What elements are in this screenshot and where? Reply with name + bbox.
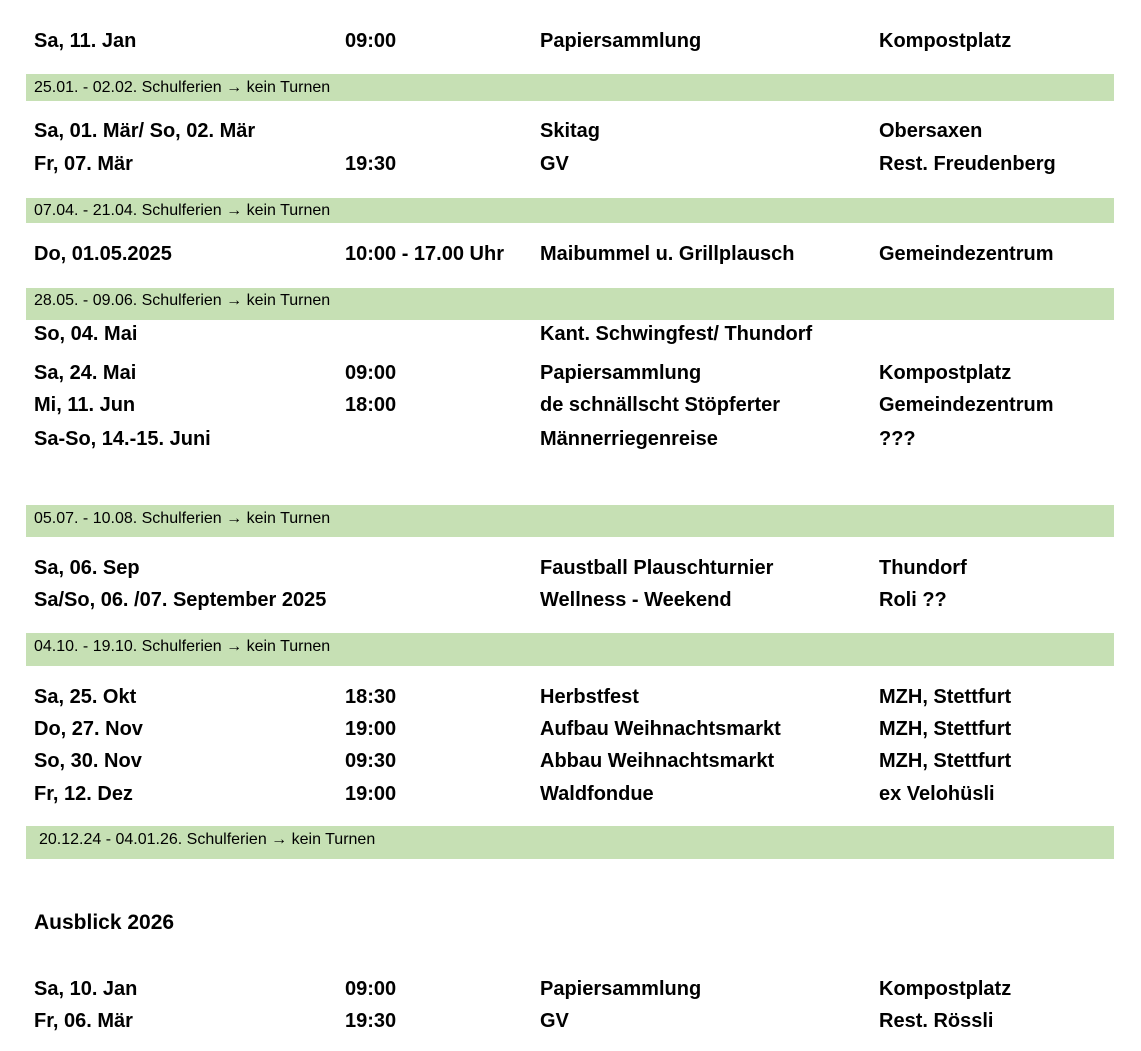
outlook-heading: Ausblick 2026 [34,911,175,934]
holiday-band: 28.05. - 09.06. Schulferien → kein Turnen [26,288,1114,320]
event-location: Obersaxen [879,120,983,142]
event-row [34,746,1114,776]
event-title: Skitag [540,120,601,142]
event-title: GV [540,1010,569,1032]
event-date: Fr, 12. Dez [34,783,133,805]
event-row [34,390,1114,420]
event-title: Wellness - Weekend [540,589,732,611]
event-date: Sa, 10. Jan [34,978,138,1000]
event-time: 18:30 [345,686,397,708]
event-row [34,974,1114,1004]
event-title: GV [540,153,569,175]
event-title: Kant. Schwingfest/ Thundorf [540,323,813,345]
event-row [34,358,1114,388]
event-title: Aufbau Weihnachtsmarkt [540,718,781,740]
event-location: Rest. Rössli [879,1010,994,1032]
event-location: Gemeindezentrum [879,394,1054,416]
event-date: Sa, 01. Mär/ So, 02. Mär [34,120,256,142]
event-time: 09:00 [345,362,397,384]
event-title: Papiersammlung [540,30,702,52]
event-location: MZH, Stettfurt [879,686,1012,708]
holiday-band: 05.07. - 10.08. Schulferien → kein Turnen [26,505,1114,537]
event-date: Do, 01.05.2025 [34,243,172,265]
event-location: Kompostplatz [879,30,1012,52]
event-date: Sa, 11. Jan [34,30,137,52]
event-title: Abbau Weihnachtsmarkt [540,750,775,772]
event-row [34,779,1114,809]
event-location: Kompostplatz [879,362,1012,384]
event-title: de schnällscht Stöpferter [540,394,781,416]
event-title: Herbstfest [540,686,639,708]
event-title: Papiersammlung [540,362,702,384]
event-location: Rest. Freudenberg [879,153,1056,175]
event-location: Roli ?? [879,589,947,611]
event-row [34,424,1114,454]
event-row [34,116,1114,146]
event-date: So, 04. Mai [34,323,138,345]
event-title: Männerriegenreise [540,428,718,450]
holiday-band: 20.12.24 - 04.01.26. Schulferien → kein Turnen [26,826,1114,859]
event-row [34,239,1114,269]
event-row [34,1006,1114,1036]
event-location: MZH, Stettfurt [879,750,1012,772]
event-row [34,319,1114,349]
event-row [34,26,1114,56]
event-date: Fr, 06. Mär [34,1010,133,1032]
event-date: Sa, 25. Okt [34,686,137,708]
event-date: Do, 27. Nov [34,718,143,740]
event-row [34,585,1114,615]
event-date: So, 30. Nov [34,750,142,772]
event-time: 09:30 [345,750,397,772]
event-time: 19:00 [345,783,397,805]
event-location: ??? [879,428,916,450]
event-time: 09:00 [345,30,397,52]
event-time: 19:30 [345,1010,397,1032]
holiday-band: 07.04. - 21.04. Schulferien → kein Turnen [26,198,1114,223]
holiday-band: 25.01. - 02.02. Schulferien → kein Turnen [26,74,1114,101]
event-date: Mi, 11. Jun [34,394,136,416]
event-time: 18:00 [345,394,397,416]
event-date: Sa, 24. Mai [34,362,137,384]
event-date: Fr, 07. Mär [34,153,133,175]
event-time: 10:00 - 17.00 Uhr [345,243,504,265]
event-row [34,714,1114,744]
event-location: MZH, Stettfurt [879,718,1012,740]
event-location: Thundorf [879,557,967,579]
event-title: Waldfondue [540,783,654,805]
event-location: Kompostplatz [879,978,1012,1000]
event-time: 19:00 [345,718,397,740]
event-location: Gemeindezentrum [879,243,1054,265]
event-row [34,149,1114,179]
event-row [34,553,1114,583]
event-title: Maibummel u. Grillplausch [540,243,795,265]
holiday-band: 04.10. - 19.10. Schulferien → kein Turnen [26,633,1114,666]
event-date: Sa-So, 14.-15. Juni [34,428,211,450]
event-date: Sa, 06. Sep [34,557,140,579]
event-time: 09:00 [345,978,397,1000]
event-row [34,682,1114,712]
event-date: Sa/So, 06. /07. September 2025 [34,589,327,611]
event-time: 19:30 [345,153,397,175]
event-title: Faustball Plauschturnier [540,557,774,579]
event-location: ex Velohüsli [879,783,995,805]
event-title: Papiersammlung [540,978,702,1000]
